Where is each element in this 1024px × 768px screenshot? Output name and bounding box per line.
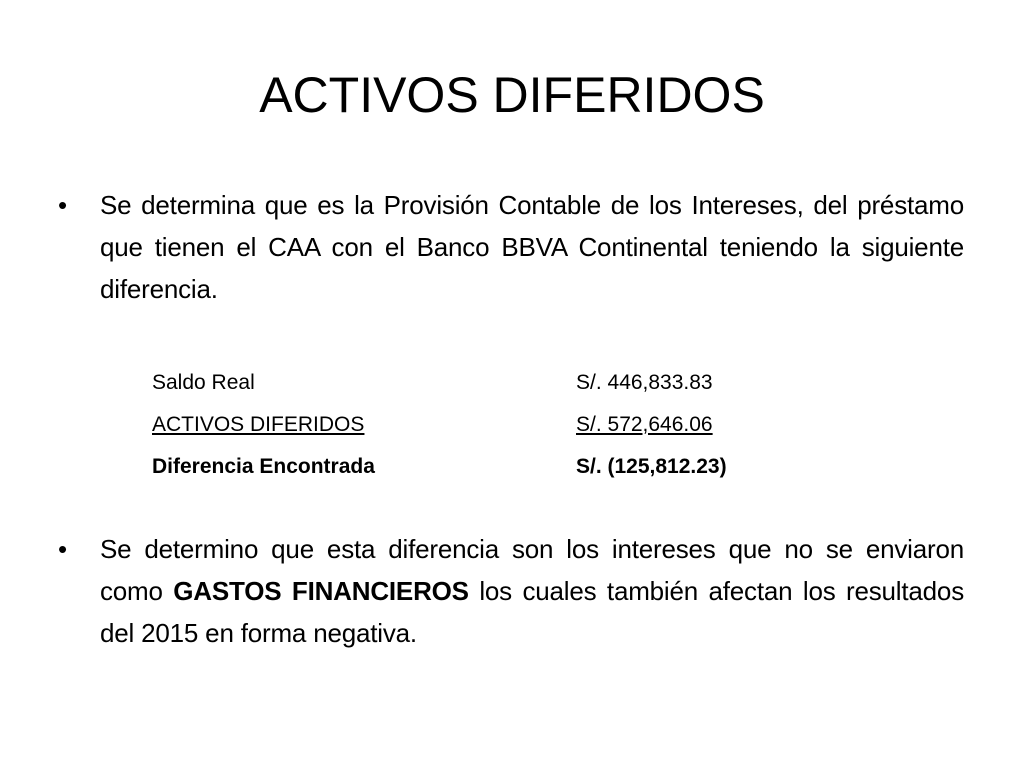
slide-title: ACTIVOS DIFERIDOS bbox=[259, 67, 765, 123]
bullet-marker: • bbox=[58, 534, 68, 564]
bullet-text: Se determina que es la Provisión Contable de los Intereses, del préstamo que tienen el CAA con el Banco BBVA Continental teniendo la siguiente diferencia. bbox=[100, 190, 964, 304]
bullet-text bbox=[100, 528, 964, 654]
row-label: Diferencia Encontrada bbox=[152, 455, 375, 478]
row-label: Saldo Real bbox=[152, 371, 255, 394]
difference-table bbox=[152, 362, 772, 488]
table-row-diferencia bbox=[152, 446, 772, 488]
table-row-saldo-real bbox=[152, 362, 772, 404]
bullet-marker: • bbox=[58, 190, 68, 220]
bullet-item-gastos-financieros bbox=[58, 528, 964, 654]
table-row-activos-diferidos bbox=[152, 404, 772, 446]
bullet-item-provision bbox=[58, 184, 964, 310]
row-value: S/. 446,833.83 bbox=[576, 371, 713, 394]
row-label: ACTIVOS DIFERIDOS bbox=[152, 413, 365, 436]
bullet-text-emphasis: GASTOS FINANCIEROS bbox=[173, 576, 469, 606]
bullet-text-part: Se determino que esta diferencia son los intereses que no se enviaron como bbox=[100, 534, 964, 606]
row-value: S/. 572,646.06 bbox=[576, 413, 713, 436]
row-value: S/. (125,812.23) bbox=[576, 455, 727, 478]
bullet-text-part: los cuales también afectan los resultados del 2015 en forma negativa. bbox=[100, 576, 964, 648]
